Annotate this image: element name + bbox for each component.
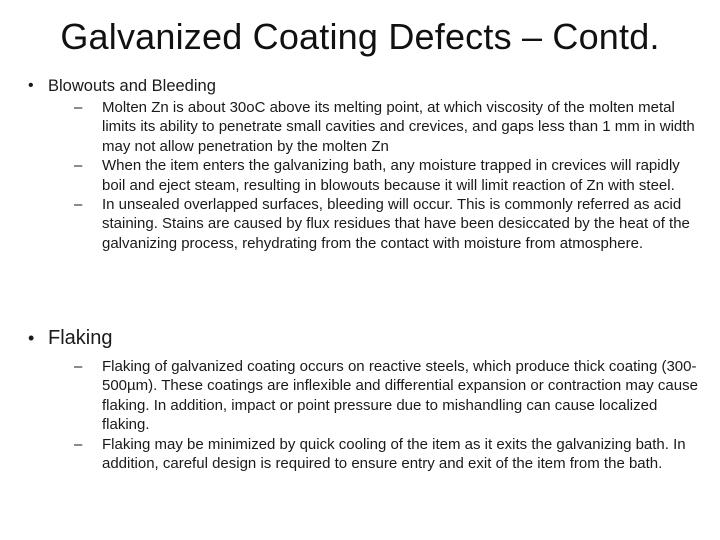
sub-bullet-item [74, 357, 698, 435]
sub-bullet-text: Flaking of galvanized coating occurs on reactive steels, which produce thick coating (300-500µm). These coatings are inflexible and differential expansion or contraction may cause flaking. In addition, impact or point pressure due to mishandling can cause localized flaking. [102, 358, 698, 434]
section-heading: Flaking [48, 327, 113, 349]
bullet-dot-icon: • [28, 328, 35, 348]
sub-bullet-list [28, 357, 698, 473]
slide-title: Galvanized Coating Defects – Contd. [60, 16, 660, 57]
bullet-dot-icon: • [28, 77, 34, 94]
sub-bullet-item [74, 195, 698, 253]
sub-bullet-text: When the item enters the galvanizing bath, any moisture trapped in crevices will rapidly boil and eject steam, resulting in blowouts because it will limit reaction of Zn with steel. [102, 157, 680, 194]
bullet-heading-row [28, 76, 698, 96]
bullet-heading-row [28, 326, 698, 350]
sub-bullet-text: Flaking may be minimized by quick cooling of the item as it exits the galvanizing bath. In addition, careful design is required to ensure entry and exit of the item from the bath. [102, 435, 686, 473]
dash-icon: – [74, 435, 83, 453]
section-heading: Blowouts and Bleeding [48, 77, 216, 95]
section-flaking [28, 326, 698, 473]
dash-icon: – [74, 358, 83, 375]
sub-bullet-text: Molten Zn is about 30oC above its melting point, at which viscosity of the molten metal limits its ability to penetrate small cavities and crevices, and gaps less than 1 mm in width may not allow penetration by the molten Zn [102, 99, 695, 155]
sub-bullet-item [74, 156, 698, 195]
sub-bullet-item [74, 435, 698, 474]
dash-icon: – [74, 99, 83, 116]
dash-icon: – [74, 157, 83, 175]
sub-bullet-list [28, 98, 698, 253]
section-blowouts-bleeding [28, 76, 698, 253]
sub-bullet-item [74, 98, 698, 156]
dash-icon: – [74, 196, 83, 214]
sub-bullet-text: In unsealed overlapped surfaces, bleeding will occur. This is commonly referred as acid staining. Stains are caused by flux residues that have been desiccated by the heat of the galvanizing process, rehydrating from the contact with moisture from atmosphere. [102, 196, 690, 252]
